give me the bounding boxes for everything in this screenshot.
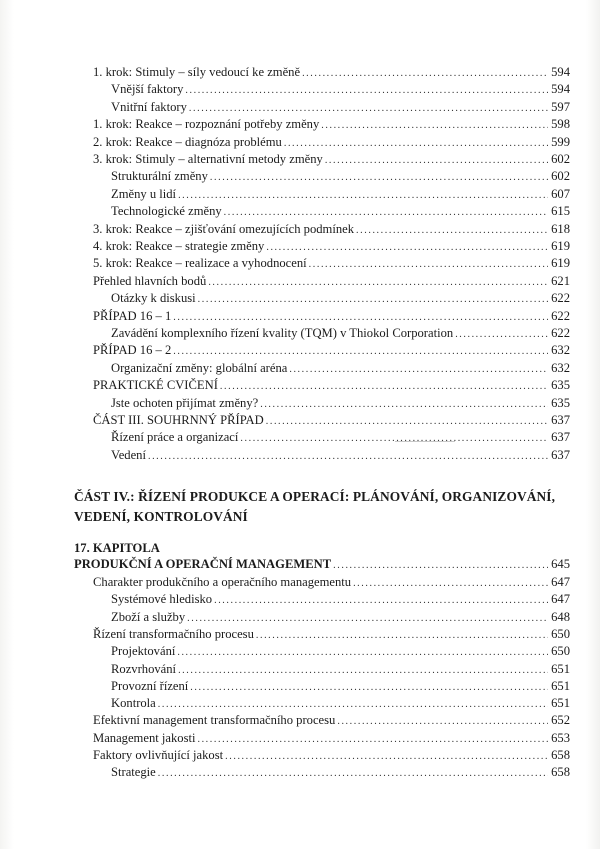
toc-entry bbox=[111, 678, 570, 694]
toc-entry-label: PŘÍPAD 16 – 2 bbox=[93, 343, 172, 358]
leader-dots bbox=[187, 611, 548, 627]
toc-entry bbox=[111, 186, 570, 202]
leader-dots bbox=[356, 223, 548, 239]
toc-entry-label: Změny u lidí bbox=[111, 186, 177, 201]
toc-entry bbox=[93, 221, 570, 237]
toc-entry-page-number: 622 bbox=[551, 326, 570, 340]
toc-entry-page-number: 594 bbox=[551, 65, 570, 79]
leader-dots bbox=[178, 663, 548, 679]
toc-entry-page-number: 658 bbox=[551, 748, 570, 762]
leader-dots bbox=[333, 558, 548, 574]
toc-entry bbox=[111, 661, 570, 677]
leader-dots bbox=[214, 593, 548, 609]
toc-entry bbox=[111, 81, 570, 97]
toc-entry-label: 1. krok: Stimuly – síly vedoucí ke změně bbox=[93, 65, 301, 79]
toc-entry-page-number: 637 bbox=[551, 413, 570, 427]
toc-entry bbox=[93, 626, 570, 642]
toc-entry-label: 3. krok: Reakce – zjišťování omezujících podmínek bbox=[93, 221, 355, 236]
toc-entry bbox=[93, 238, 570, 254]
leader-dots bbox=[158, 697, 548, 713]
toc-entry-label: Projektování bbox=[111, 644, 176, 659]
toc-entry-label: Systémové hledisko bbox=[111, 592, 213, 607]
leader-dots bbox=[185, 83, 548, 99]
leader-dots bbox=[321, 118, 548, 134]
part-heading-line1: ČÁST IV.: ŘÍZENÍ PRODUKCE A OPERACÍ: PLÁNOVÁNÍ, ORGANIZOVÁNÍ, bbox=[74, 489, 556, 504]
toc-entry-page-number: 648 bbox=[551, 609, 570, 624]
toc-entry-label: Technologické změny bbox=[111, 204, 222, 219]
toc-entry-label: 5. krok: Reakce – realizace a vyhodnocení bbox=[93, 256, 307, 271]
leader-dots bbox=[173, 344, 548, 360]
toc-entry bbox=[111, 360, 570, 376]
toc-entry-page-number: 599 bbox=[551, 134, 570, 149]
toc-entry-label: Charakter produkčního a operačního managementu bbox=[93, 575, 352, 589]
toc-entry-label: Řízení transformačního procesu bbox=[93, 626, 254, 641]
toc-entry-page-number: 637 bbox=[551, 447, 570, 462]
leader-dots bbox=[177, 645, 548, 661]
toc-entry-page-number: 619 bbox=[551, 256, 570, 271]
toc-entry-page-number: 632 bbox=[551, 343, 570, 358]
toc-entry bbox=[93, 134, 570, 150]
leader-dots bbox=[309, 257, 548, 273]
chapter-number: 17. KAPITOLA bbox=[74, 541, 160, 555]
toc-entry bbox=[93, 308, 570, 324]
toc-entry bbox=[111, 643, 570, 659]
leader-dots bbox=[289, 362, 548, 378]
toc-entry bbox=[93, 342, 570, 358]
chapter-page-number: 645 bbox=[551, 557, 570, 571]
toc-entry-label: Efektivní management transformačního procesu bbox=[93, 713, 336, 728]
toc-entry-page-number: 647 bbox=[551, 592, 570, 607]
leader-dots bbox=[178, 188, 548, 204]
toc-entry-page-number: 594 bbox=[551, 82, 570, 97]
toc-entry bbox=[111, 203, 570, 219]
toc-entry-page-number: 602 bbox=[551, 169, 570, 184]
toc-entry-page-number: 619 bbox=[551, 239, 570, 253]
toc-entry bbox=[111, 447, 570, 463]
toc-entry-label: PRAKTICKÉ CVIČENÍ bbox=[93, 378, 218, 393]
toc-entry-label: Řízení práce a organizací bbox=[111, 430, 239, 445]
toc-entry-page-number: 651 bbox=[551, 661, 570, 676]
leader-dots bbox=[260, 397, 548, 413]
toc-entry-label: 2. krok: Reakce – diagnóza problému bbox=[93, 134, 282, 149]
toc-entry bbox=[111, 609, 570, 625]
toc-entry-label: Otázky k diskusi bbox=[111, 291, 196, 306]
leader-dots bbox=[208, 275, 548, 291]
leader-dots bbox=[189, 101, 548, 117]
toc-entry-label: 3. krok: Stimuly – alternativní metody změny bbox=[93, 152, 323, 166]
leader-dots bbox=[210, 170, 548, 186]
toc-entry-label: Vnější faktory bbox=[111, 82, 184, 97]
leader-dots bbox=[325, 153, 548, 169]
leader-dots bbox=[197, 732, 548, 748]
toc-entry-label: Kontrola bbox=[111, 696, 156, 711]
toc-entry-page-number: 637 bbox=[551, 430, 570, 445]
toc-entry-label: Faktory ovlivňující jakost bbox=[93, 748, 224, 762]
toc-entry-page-number: 650 bbox=[551, 644, 570, 659]
toc-entry-page-number: 647 bbox=[551, 575, 570, 589]
toc-entry-page-number: 607 bbox=[551, 186, 570, 201]
toc-entry-page-number: 652 bbox=[551, 713, 570, 728]
toc-entry-label: Vnitřní faktory bbox=[111, 99, 187, 114]
toc-entry-label: Jste ochoten přijímat změny? bbox=[111, 395, 259, 410]
toc-entry bbox=[93, 412, 570, 428]
toc-entry-label: Management jakosti bbox=[93, 730, 196, 745]
toc-entry-page-number: 651 bbox=[551, 678, 570, 693]
toc-entry-label: Rozvrhování bbox=[111, 661, 177, 676]
toc-entry bbox=[93, 730, 570, 746]
toc-entry-page-number: 621 bbox=[551, 273, 570, 288]
toc-entry-page-number: 653 bbox=[551, 730, 570, 745]
toc-entry-page-number: 622 bbox=[551, 308, 570, 323]
toc-entry-label: PŘÍPAD 16 – 1 bbox=[93, 308, 172, 323]
toc-entry bbox=[111, 764, 570, 780]
leader-dots bbox=[173, 310, 548, 326]
leader-dots bbox=[353, 576, 548, 592]
chapter-title: PRODUKČNÍ A OPERAČNÍ MANAGEMENT bbox=[74, 557, 332, 571]
toc-entry-page-number: 618 bbox=[551, 221, 570, 236]
leader-dots bbox=[190, 680, 548, 696]
toc-entry-label: 4. krok: Reakce – strategie změny bbox=[93, 239, 265, 253]
toc-entry bbox=[111, 695, 570, 711]
leader-dots bbox=[284, 136, 548, 152]
toc-entry-label: Organizační změny: globální aréna bbox=[111, 360, 288, 375]
toc-entry-page-number: 658 bbox=[551, 765, 570, 780]
toc-entry-page-number: 598 bbox=[551, 117, 570, 132]
part-heading-line2: VEDENÍ, KONTROLOVÁNÍ bbox=[74, 509, 248, 524]
toc-entry bbox=[93, 273, 570, 289]
toc-entry bbox=[93, 151, 570, 167]
toc-entry-page-number: 615 bbox=[551, 204, 570, 219]
toc-entry-label: Provozní řízení bbox=[111, 678, 189, 693]
toc-entry-label: 1. krok: Reakce – rozpoznání potřeby změny bbox=[93, 117, 320, 132]
toc-entry-page-number: 635 bbox=[551, 395, 570, 410]
toc-entry-page-number: 650 bbox=[551, 626, 570, 641]
toc-entry bbox=[111, 395, 570, 411]
toc-entry-page-number: 635 bbox=[551, 378, 570, 393]
leader-dots bbox=[220, 379, 548, 395]
toc-entry bbox=[93, 712, 570, 728]
toc-entry bbox=[111, 99, 570, 115]
leader-dots bbox=[158, 766, 548, 782]
toc-entry bbox=[93, 574, 570, 590]
toc-entry-page-number: 597 bbox=[551, 99, 570, 114]
toc-entry-label: Zboží a služby bbox=[111, 609, 186, 624]
toc-entry bbox=[111, 290, 570, 306]
toc-entry-label: Přehled hlavních bodů bbox=[93, 273, 207, 288]
toc-entry bbox=[93, 255, 570, 271]
scan-mark bbox=[395, 441, 455, 442]
chapter-title-entry bbox=[74, 556, 570, 572]
leader-dots bbox=[225, 749, 548, 765]
toc-entry bbox=[111, 429, 570, 445]
leader-dots bbox=[266, 240, 548, 256]
toc-entry-label: Vedení bbox=[111, 447, 146, 462]
leader-dots bbox=[455, 327, 548, 343]
toc-entry-page-number: 622 bbox=[551, 291, 570, 306]
leader-dots bbox=[256, 628, 548, 644]
toc-entry bbox=[93, 377, 570, 393]
leader-dots bbox=[337, 714, 548, 730]
leader-dots bbox=[148, 449, 548, 465]
leader-dots bbox=[302, 66, 548, 82]
toc-entry-label: Strukturální změny bbox=[111, 169, 208, 184]
leader-dots bbox=[198, 292, 548, 308]
leader-dots bbox=[240, 431, 548, 447]
leader-dots bbox=[266, 414, 548, 430]
toc-entry bbox=[93, 64, 570, 80]
toc-entry-page-number: 602 bbox=[551, 152, 570, 166]
toc-entry-label: ČÁST III. SOUHRNNÝ PŘÍPAD bbox=[93, 413, 264, 427]
toc-entry bbox=[111, 325, 570, 341]
toc-entry bbox=[111, 591, 570, 607]
toc-entry-label: Zavádění komplexního řízení kvality (TQM) v Thiokol Corporation bbox=[111, 326, 454, 340]
toc-entry bbox=[93, 747, 570, 763]
toc-entry-page-number: 632 bbox=[551, 360, 570, 375]
toc-entry bbox=[111, 168, 570, 184]
toc-entry-label: Strategie bbox=[111, 765, 156, 780]
leader-dots bbox=[224, 205, 548, 221]
toc-entry-page-number: 651 bbox=[551, 696, 570, 711]
toc-entry bbox=[93, 116, 570, 132]
